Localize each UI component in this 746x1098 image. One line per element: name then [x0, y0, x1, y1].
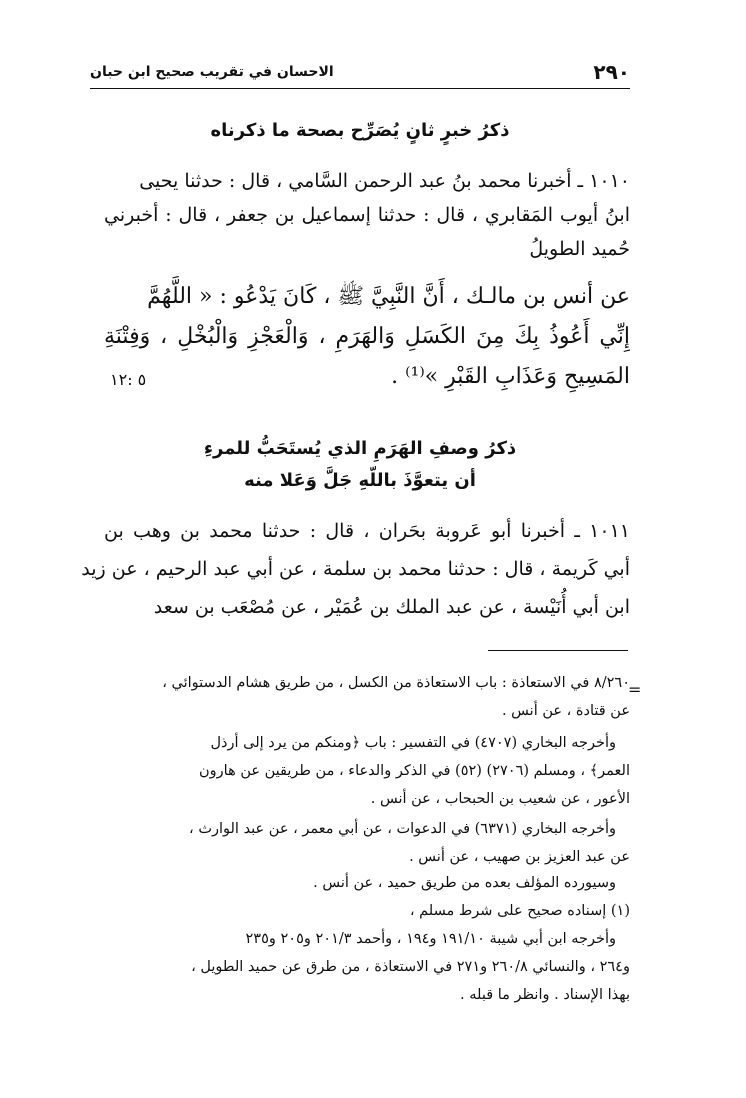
section-heading-1: ذكرُ خبرٍ ثانٍ يُصَرِّح بصحة ما ذكرناه	[210, 120, 510, 141]
footnote-line-9: (١) إسناده صحيح على شرط مسلم ،	[409, 903, 630, 919]
header-rule	[90, 88, 630, 89]
hadith-1011-line-2: أبي كَريمة ، قال : حدثنا محمد بن سلمة ، عن أبي عبد الرحيم ، عن زيد	[81, 558, 630, 580]
hadith-1010-matn-line-2: إِنِّي أَعُوذُ بِكَ مِنَ الكَسَلِ وَالهَرَمِ ، وَالْعَجْزِ وَالْبُخْلِ ، وَفِتْنَةِ	[104, 324, 630, 349]
continuation-mark: =	[628, 680, 642, 699]
footnote-line-5: الأعور ، عن شعيب بن الحبحاب ، عن أنس .	[370, 791, 630, 807]
hadith-1010-isnad-line-3: حُميد الطويلُ	[529, 238, 630, 260]
footnote-line-2: عن قتادة ، عن أنس .	[501, 703, 630, 719]
hadith-1010-matn-line-3: المَسِيحِ وَعَذَابِ القَبْرِ »⁽¹⁾ .	[391, 364, 630, 389]
margin-reference: ٥ :١٢	[110, 370, 147, 389]
hadith-1010-isnad-line-1: ١٠١٠ ـ أخبرنا محمد بنُ عبد الرحمن السَّامي ، قال : حدثنا يحيى	[139, 170, 630, 192]
page-number: ٢٩٠	[593, 60, 630, 84]
footnote-line-11: و٢٦٤ ، والنسائي ٢٦٠/٨ و٢٧١ في الاستعاذة ، من طرق عن حميد الطويل ،	[191, 959, 630, 975]
hadith-1010-matn-line-1: عن أنس بن مالـك ، أَنَّ النَّبِيَّ ﷺ ، كَانَ يَدْعُو : « اللَّهُمَّ	[147, 284, 630, 309]
page-header	[90, 58, 630, 90]
footnote-line-1: ٨/٢٦٠ في الاستعاذة : باب الاستعاذة من الكسل ، من طريق هشام الدستوائي ،	[162, 675, 630, 691]
footnote-line-3: وأخرجه البخاري (٤٧٠٧) في التفسير : باب ﴿ومنكم من يرد إلى أرذل	[210, 735, 616, 751]
footnote-line-8: وسيورده المؤلف بعده من طريق حميد ، عن أنس .	[313, 875, 616, 891]
section-heading-2-line-1: ذكرُ وصفِ الهَرَمِ الذي يُستَحَبُّ للمرءِ	[203, 438, 517, 459]
hadith-1011-line-3: ابن أبي أُنَيْسة ، عن عبد الملك بن عُمَيْر ، عن مُصْعَب بن سعد	[153, 596, 630, 618]
footnote-line-10: وأخرجه ابن أبي شيبة ١٩١/١٠ و١٩٤ ، وأحمد ٢٠١/٣ و٢٠٥ و٢٣٥	[245, 931, 616, 947]
footnote-line-6: وأخرجه البخاري (٦٣٧١) في الدعوات ، عن أبي معمر ، عن عبد الوارث ،	[189, 821, 616, 837]
footnote-line-12: بهذا الإسناد . وانظر ما قبله .	[460, 987, 630, 1003]
footnote-separator	[488, 650, 628, 651]
footnote-line-4: العمر﴾ ، ومسلم (٢٧٠٦) (٥٢) في الذكر والدعاء ، من طريقين عن هارون	[199, 763, 630, 779]
section-heading-2-line-2: أن يتعوَّذَ باللّهِ جَلَّ وَعَلا منه	[244, 470, 476, 491]
hadith-1011-line-1: ١٠١١ ـ أخبرنا أبو عَروبة بحَران ، قال : حدثنا محمد بن وهب بن	[104, 520, 630, 542]
hadith-1010-isnad-line-2: ابنُ أيوب المَقابري ، قال : حدثنا إسماعيل بن جعفر ، قال : أخبرني	[104, 204, 630, 226]
footnote-line-7: عن عبد العزيز بن صهيب ، عن أنس .	[409, 849, 630, 865]
running-title: الاحسان في تقريب صحيح ابن حبان	[90, 64, 334, 80]
